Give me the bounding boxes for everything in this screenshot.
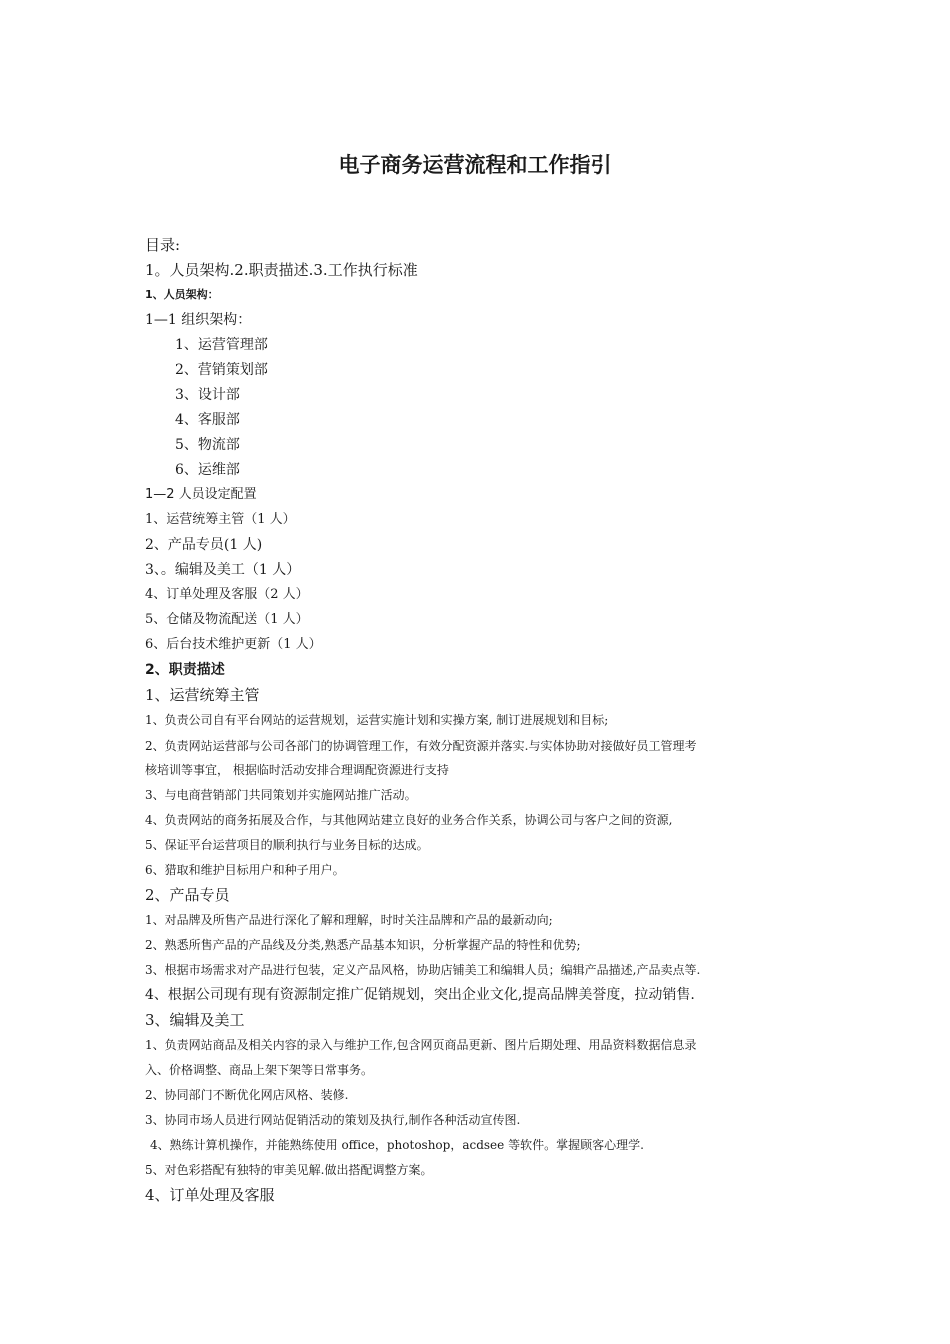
toc-entries: 1。人员架构.2.职责描述.3.工作执行标准 — [145, 261, 418, 279]
role-3-item: 2、协同部门不断优化网店风格、装修. — [145, 1088, 349, 1102]
org-unit-item: 5、物流部 — [175, 437, 240, 453]
staffing-item: 1、运营统筹主管（1 人） — [145, 512, 296, 527]
staffing-item: 5、仓储及物流配送（1 人） — [145, 612, 309, 627]
org-unit-item: 4、客服部 — [175, 412, 240, 428]
role-1-item: 核培训等事宜， 根据临时活动安排合理调配资源进行支持 — [145, 763, 449, 777]
role-2-item: 3、根据市场需求对产品进行包装，定义产品风格，协助店铺美工和编辑人员；编辑产品描述,产品卖点等. — [145, 963, 701, 977]
staffing-item: 2、产品专员(1 人) — [145, 537, 263, 553]
staffing-item: 6、后台技术维护更新（1 人） — [145, 637, 322, 652]
role-3-item: 4、熟练计算机操作，并能熟练使用 office，photoshop，acdsee 等软件。掌握顾客心理学. — [150, 1138, 644, 1152]
org-unit-item: 6、运维部 — [175, 462, 240, 478]
role-2-item: 2、熟悉所售产品的产品线及分类,熟悉产品基本知识，分析掌握产品的特性和优势; — [145, 938, 581, 952]
section-1-2-heading: 1—2 人员设定配置 — [145, 487, 257, 502]
role-2-heading: 2、产品专员 — [145, 886, 230, 904]
role-1-item: 1、负责公司自有平台网站的运营规划，运营实施计划和实操方案, 制订进展规划和目标; — [145, 713, 609, 727]
section-1-1-heading: 1—1 组织架构： — [145, 312, 252, 328]
role-1-item: 4、负责网站的商务拓展及合作，与其他网站建立良好的业务合作关系，协调公司与客户之间的资源, — [145, 813, 673, 827]
role-3-item: 5、对色彩搭配有独特的审美见解.做出搭配调整方案。 — [145, 1163, 433, 1177]
staffing-item: 3、。编辑及美工（1 人） — [145, 562, 301, 578]
role-1-item: 5、保证平台运营项目的顺利执行与业务目标的达成。 — [145, 838, 429, 852]
toc-label: 目录: — [145, 236, 181, 254]
org-unit-item: 2、营销策划部 — [175, 362, 268, 378]
role-3-item: 入、价格调整、商品上架下架等日常事务。 — [145, 1063, 374, 1077]
role-1-item: 2、负责网站运营部与公司各部门的协调管理工作，有效分配资源并落实.与实体协助对接做好员工管理考 — [145, 739, 697, 753]
document-title: 电子商务运营流程和工作指引 — [338, 153, 612, 177]
org-unit-item: 1、运营管理部 — [175, 337, 268, 353]
section-1-heading: 1、人员架构： — [145, 288, 219, 301]
role-1-item: 3、与电商营销部门共同策划并实施网站推广活动。 — [145, 788, 417, 802]
role-2-item: 4、根据公司现有现有资源制定推广促销规划，突出企业文化,提高品牌美誉度，拉动销售. — [145, 987, 695, 1003]
section-2-heading: 2、职责描述 — [145, 662, 225, 678]
role-4-heading: 4、订单处理及客服 — [145, 1186, 275, 1204]
staffing-item: 4、订单处理及客服（2 人） — [145, 587, 309, 602]
org-unit-item: 3、设计部 — [175, 387, 240, 403]
role-1-heading: 1、运营统筹主管 — [145, 686, 260, 704]
role-3-item: 1、负责网站商品及相关内容的录入与维护工作,包含网页商品更新、图片后期处理、用品资料数据信息录 — [145, 1038, 697, 1052]
role-3-item: 3、协同市场人员进行网站促销活动的策划及执行,制作各种活动宣传图. — [145, 1113, 521, 1127]
role-2-item: 1、对品牌及所售产品进行深化了解和理解，时时关注品牌和产品的最新动向; — [145, 913, 553, 927]
role-3-heading: 3、编辑及美工 — [145, 1011, 245, 1029]
role-1-item: 6、猎取和维护目标用户和种子用户。 — [145, 863, 345, 877]
